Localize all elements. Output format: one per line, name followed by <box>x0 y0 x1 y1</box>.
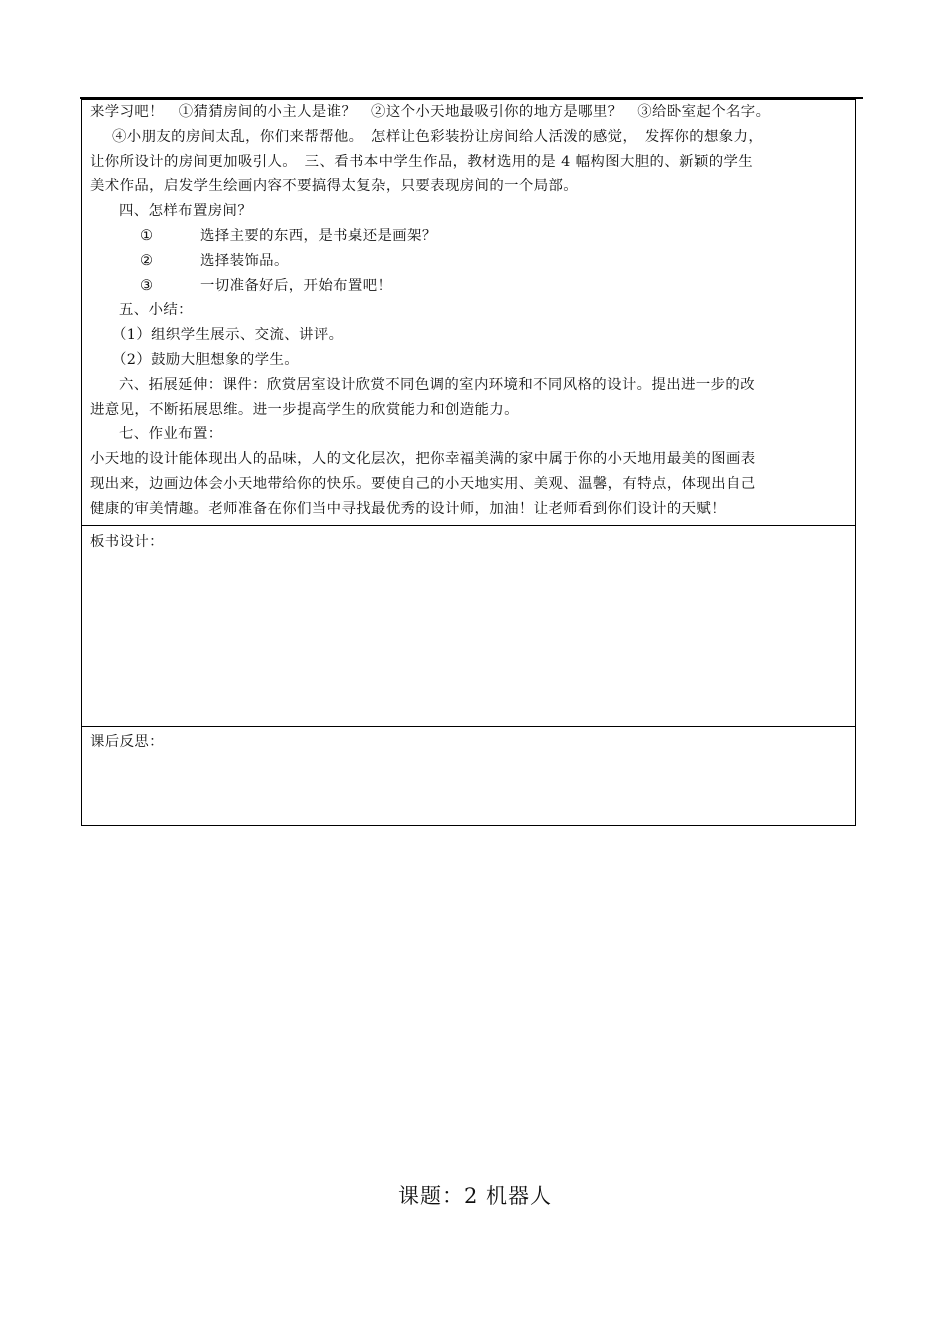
lesson-plan-table <box>81 99 856 826</box>
section-heading: 五、小结： <box>119 302 193 319</box>
list-item <box>90 249 851 274</box>
list-item-text: 选择主要的东西，是书桌还是画架？ <box>200 227 437 244</box>
section-line: 六、拓展延伸：课件：欣赏居室设计欣赏不同色调的室内环境和不同风格的设计。提出进一步的改 <box>119 376 755 393</box>
lesson-content-cell <box>82 100 855 525</box>
content-line: 让你所设计的房间更加吸引人。 三、看书本中学生作品，教材选用的是 4 幅构图大胆的、新颖的学生 <box>90 153 754 170</box>
content-line: 来学习吧！ ①猜猜房间的小主人是谁？ ②这个小天地最吸引你的地方是哪里？ ③给卧室起个名字。 <box>90 104 771 120</box>
homework-line: 小天地的设计能体现出人的品味，人的文化层次，把你幸福美满的家中属于你的小天地用最美的图画表 <box>90 451 756 468</box>
list-item-text: 一切准备好后，开始布置吧！ <box>200 277 393 294</box>
row-divider <box>82 525 855 526</box>
list-item <box>90 224 851 249</box>
summary-item: （1）组织学生展示、交流、讲评。 <box>112 327 344 344</box>
row-divider <box>82 726 855 727</box>
homework-line: 现出来，边画边体会小天地带给你的快乐。要使自己的小天地实用、美观、温馨，有特点，体现出自己 <box>90 475 756 492</box>
content-line: 美术作品，启发学生绘画内容不要搞得太复杂，只要表现房间的一个局部。 <box>90 178 579 195</box>
homework-line: 健康的审美情趣。老师准备在你们当中寻找最优秀的设计师，加油！让老师看到你们设计的天赋！ <box>90 500 726 517</box>
board-design-label: 板书设计： <box>90 534 164 550</box>
reflection-label: 课后反思： <box>90 734 164 750</box>
next-lesson-title: 课题：2 机器人 <box>397 1184 553 1208</box>
list-item <box>90 274 851 299</box>
section-heading: 四、怎样布置房间？ <box>119 203 253 220</box>
section-line: 进意见，不断拓展思维。进一步提高学生的欣赏能力和创造能力。 <box>90 401 519 418</box>
list-item-number: ② <box>140 252 154 269</box>
summary-item: （2）鼓励大胆想象的学生。 <box>112 351 300 368</box>
list-item-number: ① <box>140 227 154 244</box>
list-item-text: 选择装饰品。 <box>200 252 289 269</box>
section-heading: 七、作业布置： <box>119 426 223 443</box>
content-line: ④小朋友的房间太乱，你们来帮帮他。 怎样让色彩装扮让房间给人活泼的感觉， 发挥你的想象力， <box>112 128 764 145</box>
list-item-number: ③ <box>140 277 154 294</box>
